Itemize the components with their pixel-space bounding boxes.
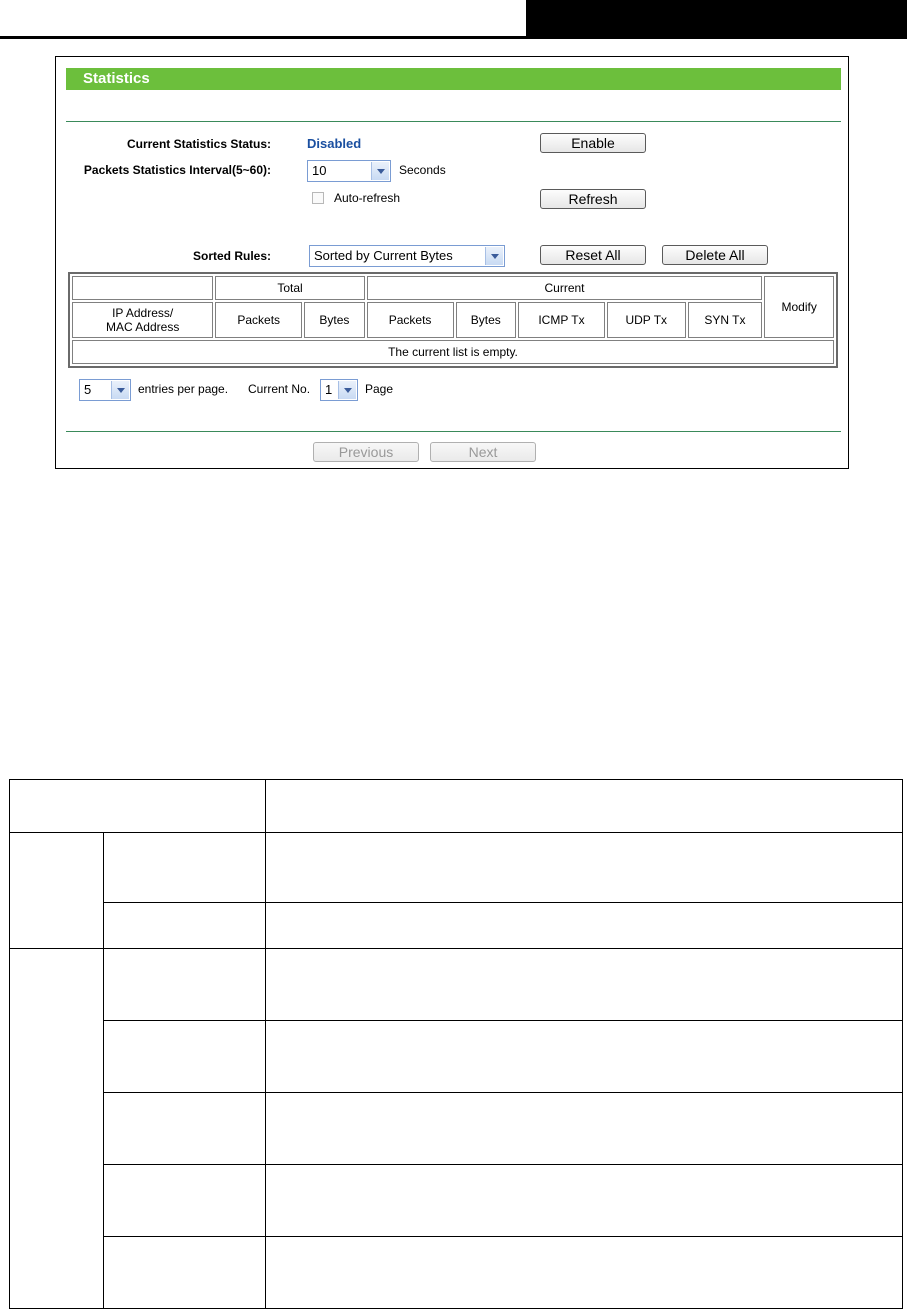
header-rule [0, 36, 907, 39]
auto-refresh-checkbox[interactable] [312, 192, 324, 204]
desc-item-cell [104, 1021, 266, 1093]
blank-header-cell [72, 276, 213, 300]
next-button[interactable]: Next [430, 442, 536, 462]
desc-text-cell [266, 1093, 903, 1165]
sorted-rules-value: Sorted by Current Bytes [314, 248, 453, 263]
ip-mac-header-line1: IP Address/ [112, 306, 174, 320]
sorted-rules-select[interactable] [309, 245, 505, 267]
chevron-down-icon [371, 162, 389, 180]
entries-per-page-select[interactable] [79, 379, 131, 401]
total-bytes-header: Bytes [304, 302, 365, 338]
desc-group-2 [10, 949, 104, 1309]
interval-select-value: 10 [312, 163, 327, 178]
modify-header: Modify [764, 276, 834, 338]
current-packets-header: Packets [367, 302, 454, 338]
statistics-table [68, 272, 838, 368]
current-status-label: Current Statistics Status: [126, 137, 271, 151]
desc-header-left [10, 780, 266, 833]
desc-header-right [266, 780, 903, 833]
desc-item-cell [104, 949, 266, 1021]
current-bytes-header: Bytes [456, 302, 517, 338]
desc-item-cell [104, 1165, 266, 1237]
syn-tx-header: SYN Tx [688, 302, 763, 338]
reset-all-button[interactable]: Reset All [540, 245, 646, 265]
entries-per-page-value: 5 [84, 382, 92, 397]
desc-item-cell [104, 1093, 266, 1165]
desc-item-cell [104, 903, 266, 949]
delete-all-button[interactable]: Delete All [662, 245, 768, 265]
desc-text-cell [266, 903, 903, 949]
panel-header [66, 68, 841, 90]
page-number-select[interactable] [320, 379, 358, 401]
ip-mac-header-line2: MAC Address [105, 320, 180, 334]
previous-button[interactable]: Previous [313, 442, 419, 462]
desc-item-cell [104, 833, 266, 903]
current-group-header: Current [367, 276, 763, 300]
entries-per-page-text: entries per page. [138, 382, 229, 396]
interval-unit: Seconds [399, 163, 446, 177]
desc-text-cell [266, 949, 903, 1021]
desc-item-cell [104, 1237, 266, 1309]
header-black-block [526, 0, 907, 39]
panel-title: Statistics [83, 70, 150, 87]
description-table [9, 779, 903, 1309]
desc-text-cell [266, 1021, 903, 1093]
page-text: Page [365, 382, 394, 396]
interval-select[interactable] [307, 160, 391, 182]
chevron-down-icon [338, 381, 356, 399]
refresh-button[interactable]: Refresh [540, 189, 646, 209]
interval-label: Packets Statistics Interval(5~60): [83, 163, 271, 177]
ip-mac-header [72, 302, 213, 338]
current-status-value: Disabled [307, 136, 362, 151]
chevron-down-icon [111, 381, 129, 399]
empty-list-message: The current list is empty. [72, 340, 834, 364]
total-group-header: Total [215, 276, 364, 300]
page-number-value: 1 [325, 382, 333, 397]
top-divider [66, 121, 841, 122]
desc-text-cell [266, 833, 903, 903]
current-no-label: Current No. [248, 382, 311, 396]
sorted-rules-label: Sorted Rules: [192, 249, 271, 263]
desc-text-cell [266, 1237, 903, 1309]
chevron-down-icon [485, 247, 503, 265]
auto-refresh-label: Auto-refresh [334, 191, 401, 205]
total-packets-header: Packets [215, 302, 302, 338]
desc-group-1 [10, 833, 104, 949]
udp-tx-header: UDP Tx [607, 302, 686, 338]
statistics-panel [55, 56, 849, 469]
desc-text-cell [266, 1165, 903, 1237]
enable-button[interactable]: Enable [540, 133, 646, 153]
icmp-tx-header: ICMP Tx [518, 302, 605, 338]
bottom-divider [66, 431, 841, 432]
